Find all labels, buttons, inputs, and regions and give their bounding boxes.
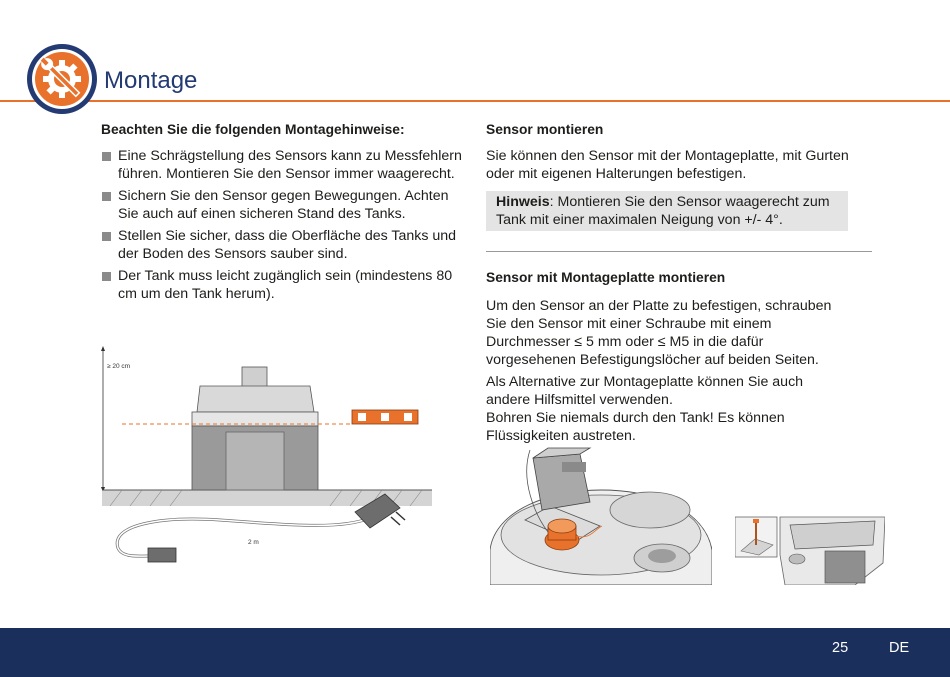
screw-detail-illustration (735, 515, 885, 585)
header-accent-line (0, 100, 950, 102)
language-code: DE (889, 640, 910, 656)
hint-label: Hinweis (496, 194, 550, 210)
mounting-plate-text-1: Um den Sensor an der Platte zu befestigen, schrauben Sie den Sensor mit einer Schraube mit einem Durchmesser ≤ 5 mm oder ≤ M5 in die dafür vorgesehenen Befestigungslöcher auf beiden Seiten. (486, 298, 832, 368)
sensor-mount-text: Sie können den Sensor mit der Montageplatte, mit Gurten oder mit eigenen Halterungen befestigen. (486, 148, 849, 182)
mounting-plate-heading: Sensor mit Montageplatte montieren (486, 270, 726, 285)
hint-text: : Montieren Sie den Sensor waagerecht zum Tank mit einer maximalen Neigung von +/- 4°. (496, 194, 830, 228)
sensor-mount-heading: Sensor montieren (486, 122, 604, 137)
mounting-plate-text-3: Bohren Sie niemals durch den Tank! Es können Flüssigkeiten austreten. (486, 410, 785, 444)
cable-length-label: 2 m (248, 539, 259, 546)
page-number: 25 (832, 640, 849, 656)
hint-box (486, 191, 848, 231)
sensor-level-illustration (100, 340, 440, 575)
page-title: Montage (104, 67, 198, 94)
wrench-gear-icon (26, 43, 98, 115)
left-column (101, 121, 471, 307)
section-divider (486, 251, 872, 252)
list-item: Eine Schrägstellung des Sensors kann zu Messfehlern führen. Montieren Sie den Sensor immer waagerecht. (101, 147, 471, 183)
mounting-plate-text-2: Als Alternative zur Montageplatte können Sie auch andere Hilfsmittel verwenden. (486, 374, 804, 408)
list-item: Sichern Sie den Sensor gegen Bewegungen. Achten Sie auch auf einen sicheren Stand des Tanks. (101, 187, 471, 223)
right-column (486, 121, 851, 445)
height-label: ≥ 20 cm (107, 363, 131, 370)
sensor-on-tank-illustration (490, 440, 712, 585)
mounting-notes-heading: Beachten Sie die folgenden Montagehinweise: (101, 122, 405, 137)
mounting-notes-list (101, 147, 471, 303)
list-item: Stellen Sie sicher, dass die Oberfläche des Tanks und der Boden des Sensors sauber sind. (101, 227, 471, 263)
list-item: Der Tank muss leicht zugänglich sein (mindestens 80 cm um den Tank herum). (101, 267, 471, 303)
footer-bar (0, 628, 950, 677)
